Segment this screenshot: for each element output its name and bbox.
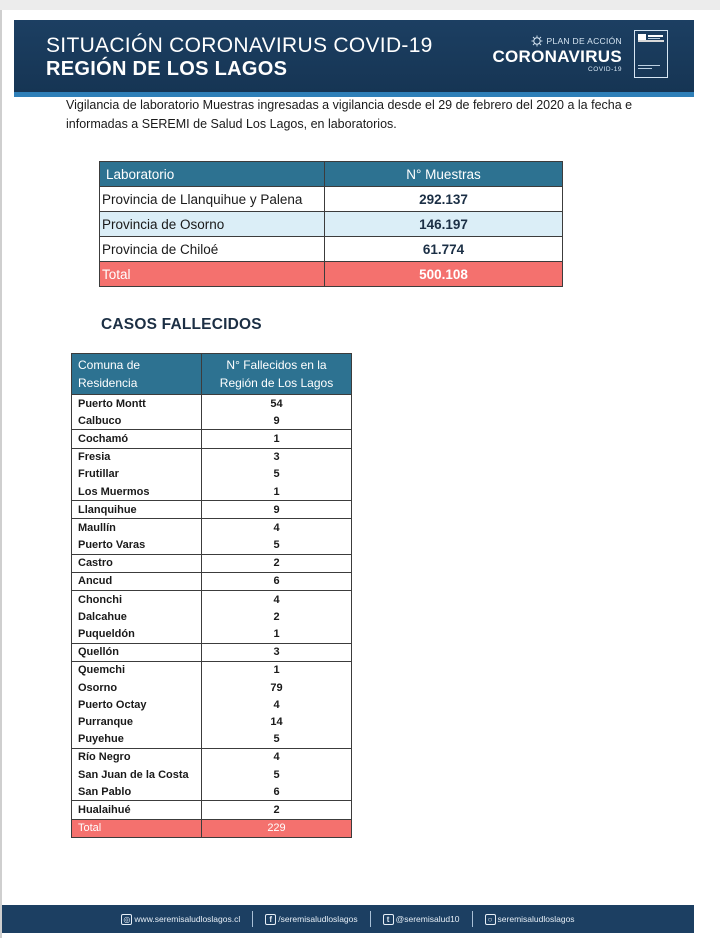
comuna-cell: Puqueldón [72, 625, 202, 643]
lab-total-value: 500.108 [325, 262, 563, 287]
deaths-value-cell: 1 [202, 625, 352, 643]
table-row [72, 430, 352, 448]
comuna-cell: Chonchi [72, 591, 202, 609]
table-row [72, 801, 352, 819]
footer-instagram-text: seremisaludloslagos [497, 914, 575, 924]
brand-top [492, 35, 622, 47]
instagram-icon: ○ [485, 914, 496, 925]
table-row [72, 748, 352, 766]
intro-paragraph: Vigilancia de laboratorio Muestras ingresadas a vigilancia desde el 29 de febrero del 2020 a la fecha e informadas a SEREMI de Salud Los Lagos, en laboratorios. [66, 98, 633, 131]
deaths-table [71, 353, 352, 838]
deaths-value-cell: 14 [202, 713, 352, 730]
table-row [72, 448, 352, 466]
table-row [72, 519, 352, 537]
brand-sub: COVID-19 [588, 66, 622, 73]
table-row [100, 237, 563, 262]
brand-top-text: PLAN DE ACCIÓN [546, 36, 622, 46]
deaths-value-cell: 5 [202, 731, 352, 749]
footer-divider [252, 911, 253, 927]
comuna-cell: Castro [72, 554, 202, 572]
header-line: Región de Los Lagos [219, 376, 334, 390]
comuna-cell: Osorno [72, 679, 202, 696]
deaths-value-cell: 4 [202, 748, 352, 766]
table-row [72, 466, 352, 483]
header-line: Residencia [78, 376, 138, 390]
deaths-value-cell: 2 [202, 608, 352, 625]
table-row [72, 554, 352, 572]
logo-line [638, 68, 652, 69]
comuna-cell: Río Negro [72, 748, 202, 766]
comuna-cell: Purranque [72, 713, 202, 730]
lab-name-cell: Provincia de Chiloé [100, 237, 325, 262]
comuna-cell: San Juan de la Costa [72, 766, 202, 783]
comuna-cell: Los Muermos [72, 483, 202, 501]
comuna-cell: Maullín [72, 519, 202, 537]
brand-main: CORONAVIRUS [492, 47, 622, 66]
footer-twitter-link[interactable] [383, 914, 460, 925]
comuna-cell: Puerto Montt [72, 395, 202, 413]
lab-value-cell: 146.197 [325, 212, 563, 237]
deaths-value-cell: 9 [202, 501, 352, 519]
deaths-value-cell: 4 [202, 591, 352, 609]
table-row [72, 537, 352, 555]
table-row [72, 501, 352, 519]
lab-samples-table [99, 161, 563, 287]
logo-line [648, 35, 663, 37]
table-row [72, 591, 352, 609]
footer-twitter-text: @seremisalud10 [395, 914, 460, 924]
table-row [72, 572, 352, 590]
government-logo [634, 30, 668, 78]
lab-value-cell: 292.137 [325, 187, 563, 212]
comuna-cell: San Pablo [72, 783, 202, 801]
deaths-col-header-fallecidos [202, 354, 352, 395]
deaths-value-cell: 2 [202, 554, 352, 572]
lab-col-header-laboratorio: Laboratorio [100, 162, 325, 187]
table-row [72, 696, 352, 713]
deaths-value-cell: 54 [202, 395, 352, 413]
deaths-table-header-row [72, 354, 352, 395]
table-row [72, 483, 352, 501]
left-edge [0, 10, 2, 938]
comuna-cell: Puerto Octay [72, 696, 202, 713]
deaths-value-cell: 3 [202, 643, 352, 661]
comuna-cell: Calbuco [72, 412, 202, 430]
table-row [72, 661, 352, 679]
deaths-value-cell: 6 [202, 572, 352, 590]
header-line: N° Fallecidos en la [226, 358, 327, 372]
table-row [72, 608, 352, 625]
logo-line [648, 38, 660, 39]
logo-bar [638, 40, 664, 42]
deaths-value-cell: 5 [202, 537, 352, 555]
logo-line [638, 65, 660, 66]
top-strip [0, 0, 720, 10]
comuna-cell: Cochamó [72, 430, 202, 448]
comuna-cell: Puerto Varas [72, 537, 202, 555]
footer-bar [2, 905, 694, 933]
deaths-total-label: Total [72, 819, 202, 837]
virus-icon [531, 35, 543, 47]
lab-total-row [100, 262, 563, 287]
table-row [72, 412, 352, 430]
lab-col-header-muestras: N° Muestras [325, 162, 563, 187]
deaths-value-cell: 4 [202, 519, 352, 537]
lab-total-label: Total [100, 262, 325, 287]
deaths-value-cell: 1 [202, 661, 352, 679]
twitter-icon: t [383, 914, 394, 925]
deaths-value-cell: 6 [202, 783, 352, 801]
header-line: Comuna de [78, 358, 141, 372]
comuna-cell: Frutillar [72, 466, 202, 483]
comuna-cell: Dalcahue [72, 608, 202, 625]
lab-name-cell: Provincia de Llanquihue y Palena [100, 187, 325, 212]
facebook-icon: f [265, 914, 276, 925]
lab-value-cell: 61.774 [325, 237, 563, 262]
deaths-col-header-comuna [72, 354, 202, 395]
comuna-cell: Quellón [72, 643, 202, 661]
footer-web-link[interactable] [121, 914, 240, 925]
table-row [100, 212, 563, 237]
deaths-value-cell: 1 [202, 430, 352, 448]
footer-facebook-link[interactable] [265, 914, 357, 925]
deaths-value-cell: 9 [202, 412, 352, 430]
deaths-value-cell: 79 [202, 679, 352, 696]
header-banner [14, 20, 694, 97]
table-row [72, 625, 352, 643]
deaths-value-cell: 2 [202, 801, 352, 819]
deaths-total-row [72, 819, 352, 837]
brand-block [492, 32, 622, 76]
comuna-cell: Fresia [72, 448, 202, 466]
deaths-total-value: 229 [202, 819, 352, 837]
table-row [72, 713, 352, 730]
table-row [100, 187, 563, 212]
deaths-section-title: CASOS FALLECIDOS [101, 316, 262, 333]
footer-web-text: www.seremisaludloslagos.cl [134, 914, 241, 924]
table-row [72, 643, 352, 661]
comuna-cell: Quemchi [72, 661, 202, 679]
comuna-cell: Llanquihue [72, 501, 202, 519]
footer-facebook-text: /seremisaludloslagos [278, 914, 358, 924]
table-row [72, 679, 352, 696]
lab-name-cell: Provincia de Osorno [100, 212, 325, 237]
web-icon: ◎ [121, 914, 132, 925]
comuna-cell: Ancud [72, 572, 202, 590]
footer-instagram-link[interactable] [485, 914, 575, 925]
table-row [72, 783, 352, 801]
deaths-value-cell: 3 [202, 448, 352, 466]
comuna-cell: Puyehue [72, 731, 202, 749]
header-title-line1: SITUACIÓN CORONAVIRUS COVID-19 [46, 34, 433, 57]
header-title-line2: REGIÓN DE LOS LAGOS [46, 58, 288, 80]
footer-divider [472, 911, 473, 927]
footer-divider [370, 911, 371, 927]
comuna-cell: Hualaihué [72, 801, 202, 819]
table-row [72, 766, 352, 783]
deaths-value-cell: 4 [202, 696, 352, 713]
deaths-value-cell: 5 [202, 766, 352, 783]
table-row [72, 395, 352, 413]
deaths-value-cell: 5 [202, 466, 352, 483]
lab-table-header-row [100, 162, 563, 187]
deaths-value-cell: 1 [202, 483, 352, 501]
table-row [72, 731, 352, 749]
